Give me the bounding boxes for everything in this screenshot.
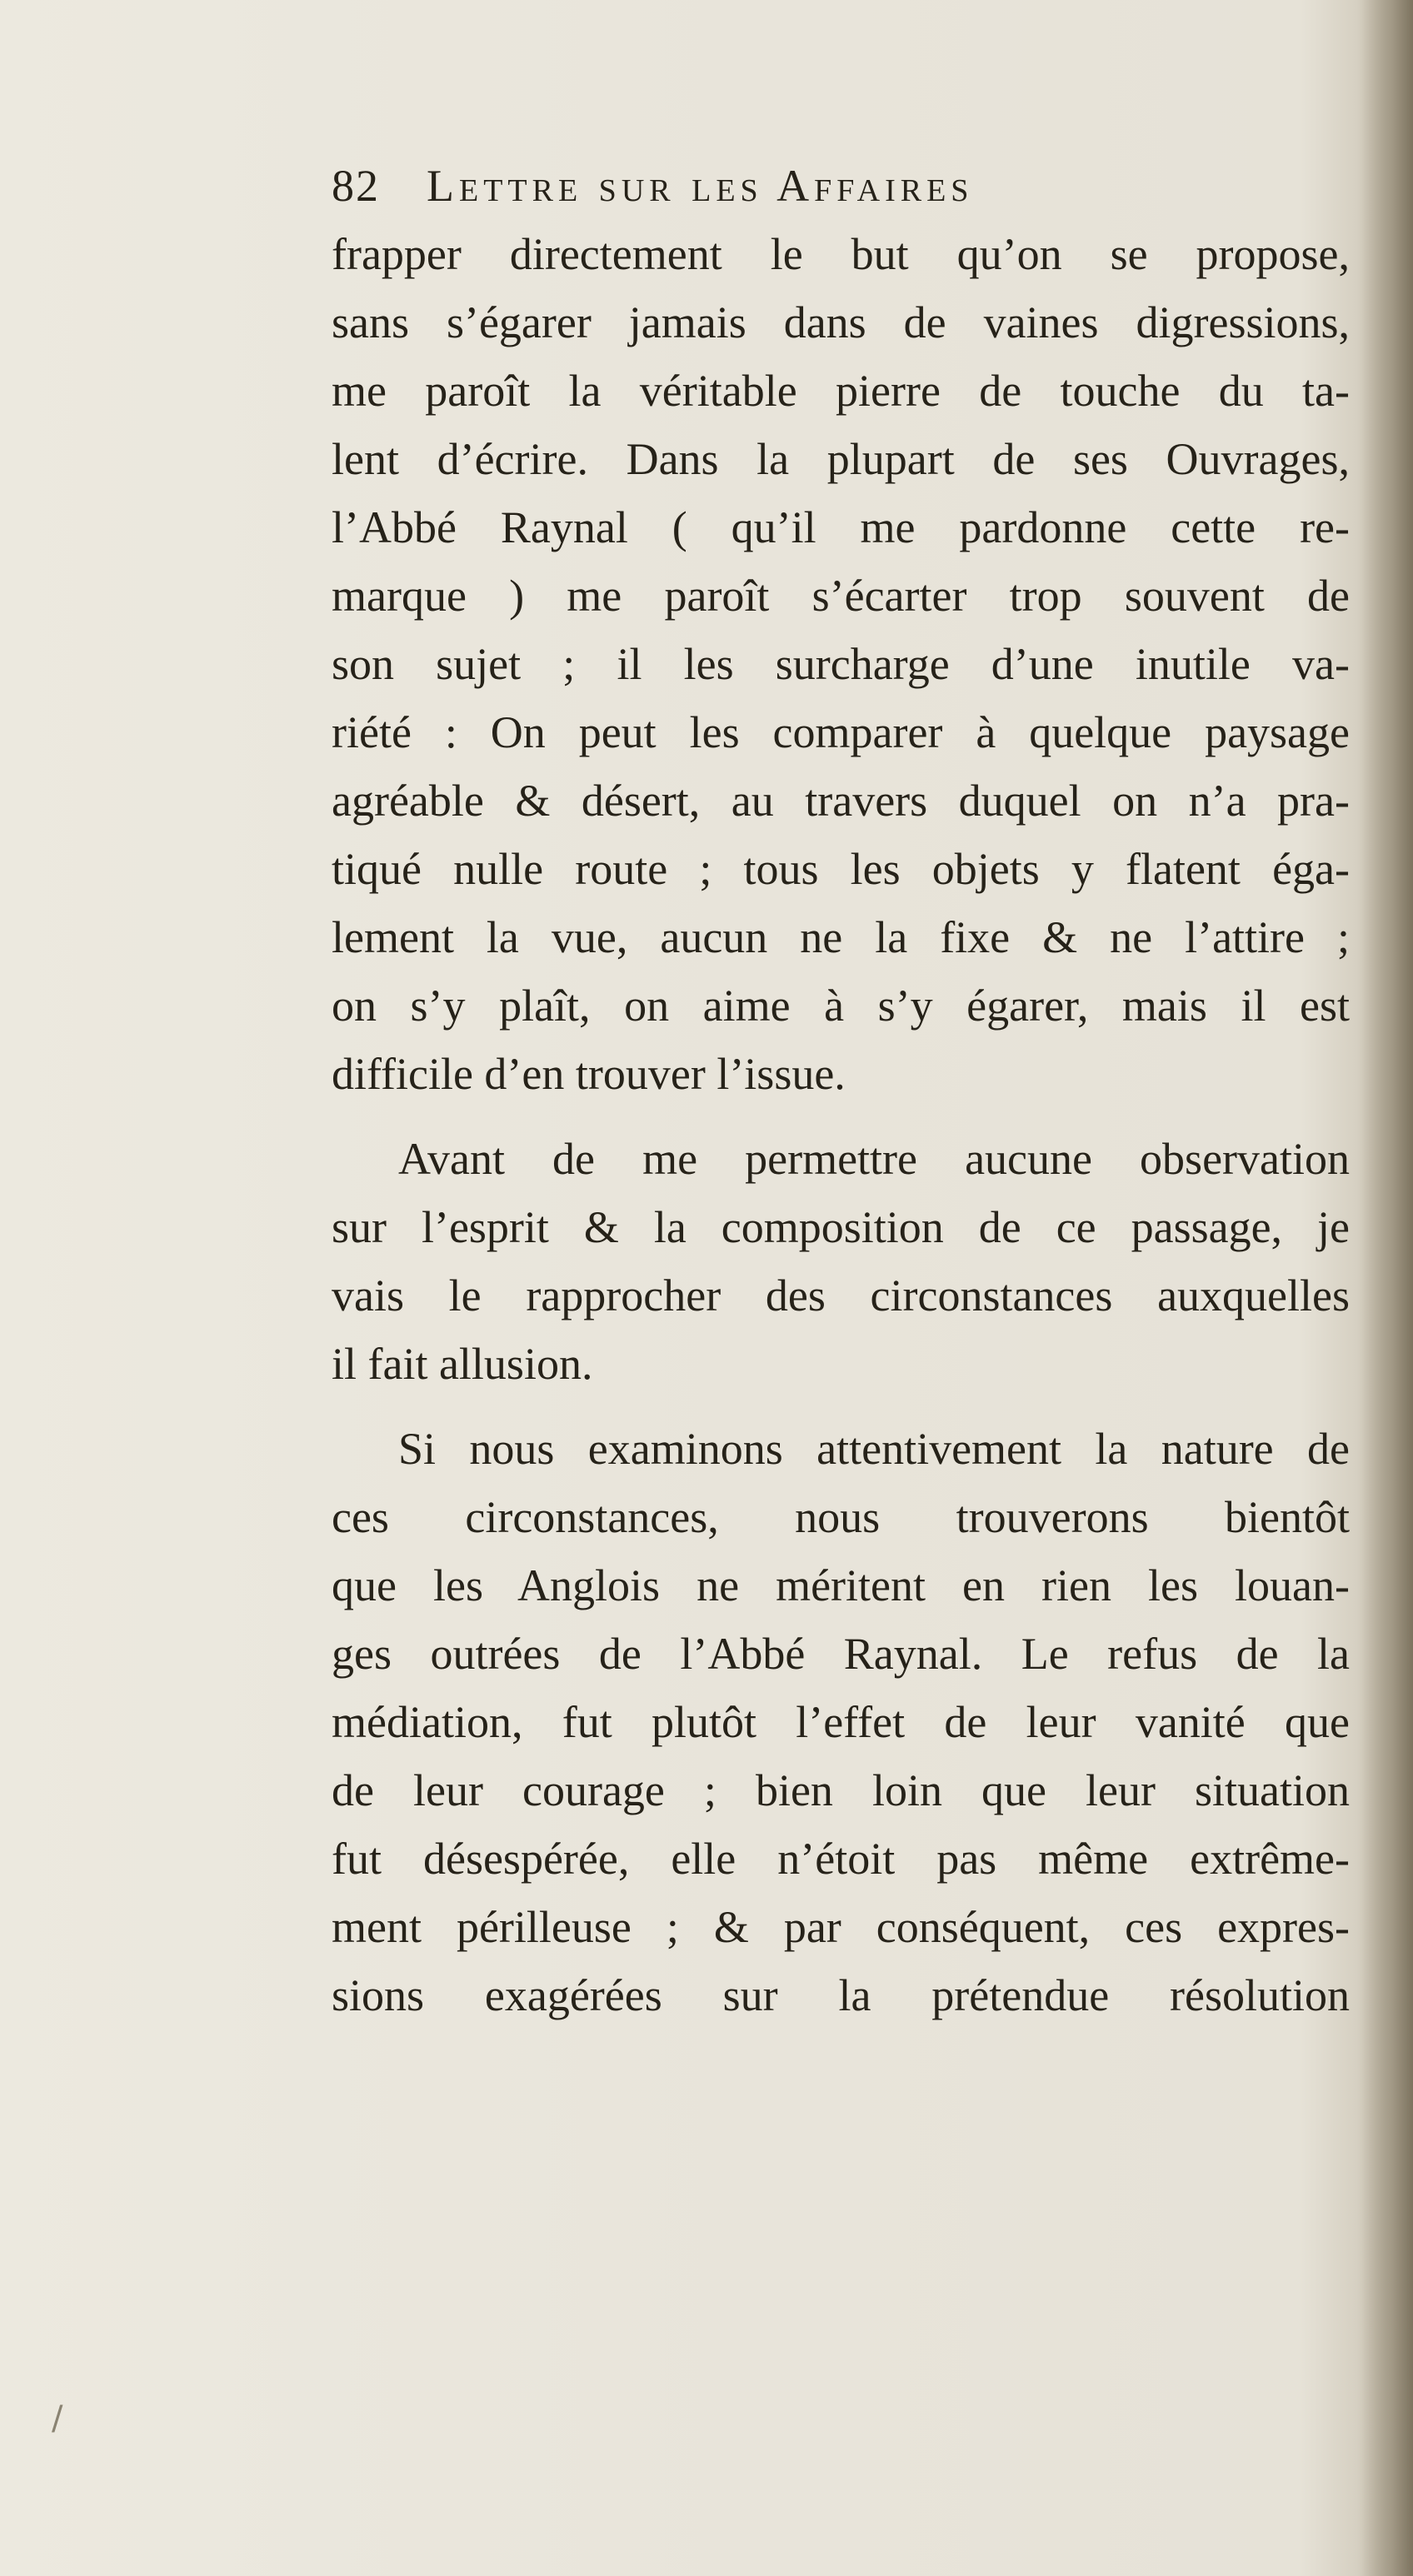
- text-line: marque ) me paroît s’écarter trop souvent de: [332, 571, 1350, 621]
- text-line: que les Anglois ne méritent en rien les louan-: [332, 1560, 1350, 1610]
- text-line: l’Abbé Raynal ( qu’il me pardonne cette re-: [332, 502, 1350, 552]
- paragraph-2: [332, 1125, 1350, 1398]
- paragraph-3: [332, 1415, 1350, 2029]
- text-block: [332, 160, 1350, 2029]
- binding-shadow: [1361, 0, 1413, 2576]
- running-head: [332, 160, 1350, 220]
- text-line: difficile d’en trouver l’issue.: [332, 1049, 846, 1099]
- text-line: frapper directement le but qu’on se propose,: [332, 229, 1350, 279]
- paragraph-1: [332, 220, 1350, 1108]
- page-number: 82: [332, 161, 380, 211]
- running-title: Lettre sur les Affaires: [427, 161, 974, 211]
- text-line: sur l’esprit & la composition de ce passage, je: [332, 1202, 1350, 1252]
- text-line: médiation, fut plutôt l’effet de leur vanité que: [332, 1697, 1350, 1747]
- text-line: il fait allusion.: [332, 1339, 593, 1389]
- text-line: lent d’écrire. Dans la plupart de ses Ouvrages,: [332, 434, 1350, 484]
- text-line: vais le rapprocher des circonstances auxquelles: [332, 1271, 1350, 1320]
- text-line: sions exagérées sur la prétendue résolution: [332, 1970, 1350, 2020]
- text-line: lement la vue, aucun ne la fixe & ne l’attire ;: [332, 912, 1350, 962]
- text-line: agréable & désert, au travers duquel on n’a pra-: [332, 776, 1350, 826]
- text-line: son sujet ; il les surcharge d’une inutile va-: [332, 639, 1350, 689]
- text-line: riété : On peut les comparer à quelque paysage: [332, 707, 1350, 757]
- text-line: ges outrées de l’Abbé Raynal. Le refus de la: [332, 1629, 1350, 1679]
- text-line: tiqué nulle route ; tous les objets y flatent éga-: [332, 844, 1350, 894]
- text-line: ces circonstances, nous trouverons bientôt: [332, 1492, 1350, 1542]
- text-line: Si nous examinons attentivement la nature de: [398, 1424, 1350, 1474]
- text-line: ment périlleuse ; & par conséquent, ces expres-: [332, 1902, 1350, 1952]
- text-line: on s’y plaît, on aime à s’y égarer, mais il est: [332, 981, 1350, 1031]
- text-line: de leur courage ; bien loin que leur situation: [332, 1765, 1350, 1815]
- text-line: Avant de me permettre aucune observation: [398, 1134, 1350, 1184]
- text-line: sans s’égarer jamais dans de vaines digressions,: [332, 297, 1350, 347]
- paragraph-gap: [332, 1398, 1350, 1415]
- stray-ink-mark: /: [52, 2399, 63, 2438]
- text-line: fut désespérée, elle n’étoit pas même extrême-: [332, 1834, 1350, 1884]
- paragraph-gap: [332, 1108, 1350, 1125]
- text-line: me paroît la véritable pierre de touche du ta-: [332, 366, 1350, 416]
